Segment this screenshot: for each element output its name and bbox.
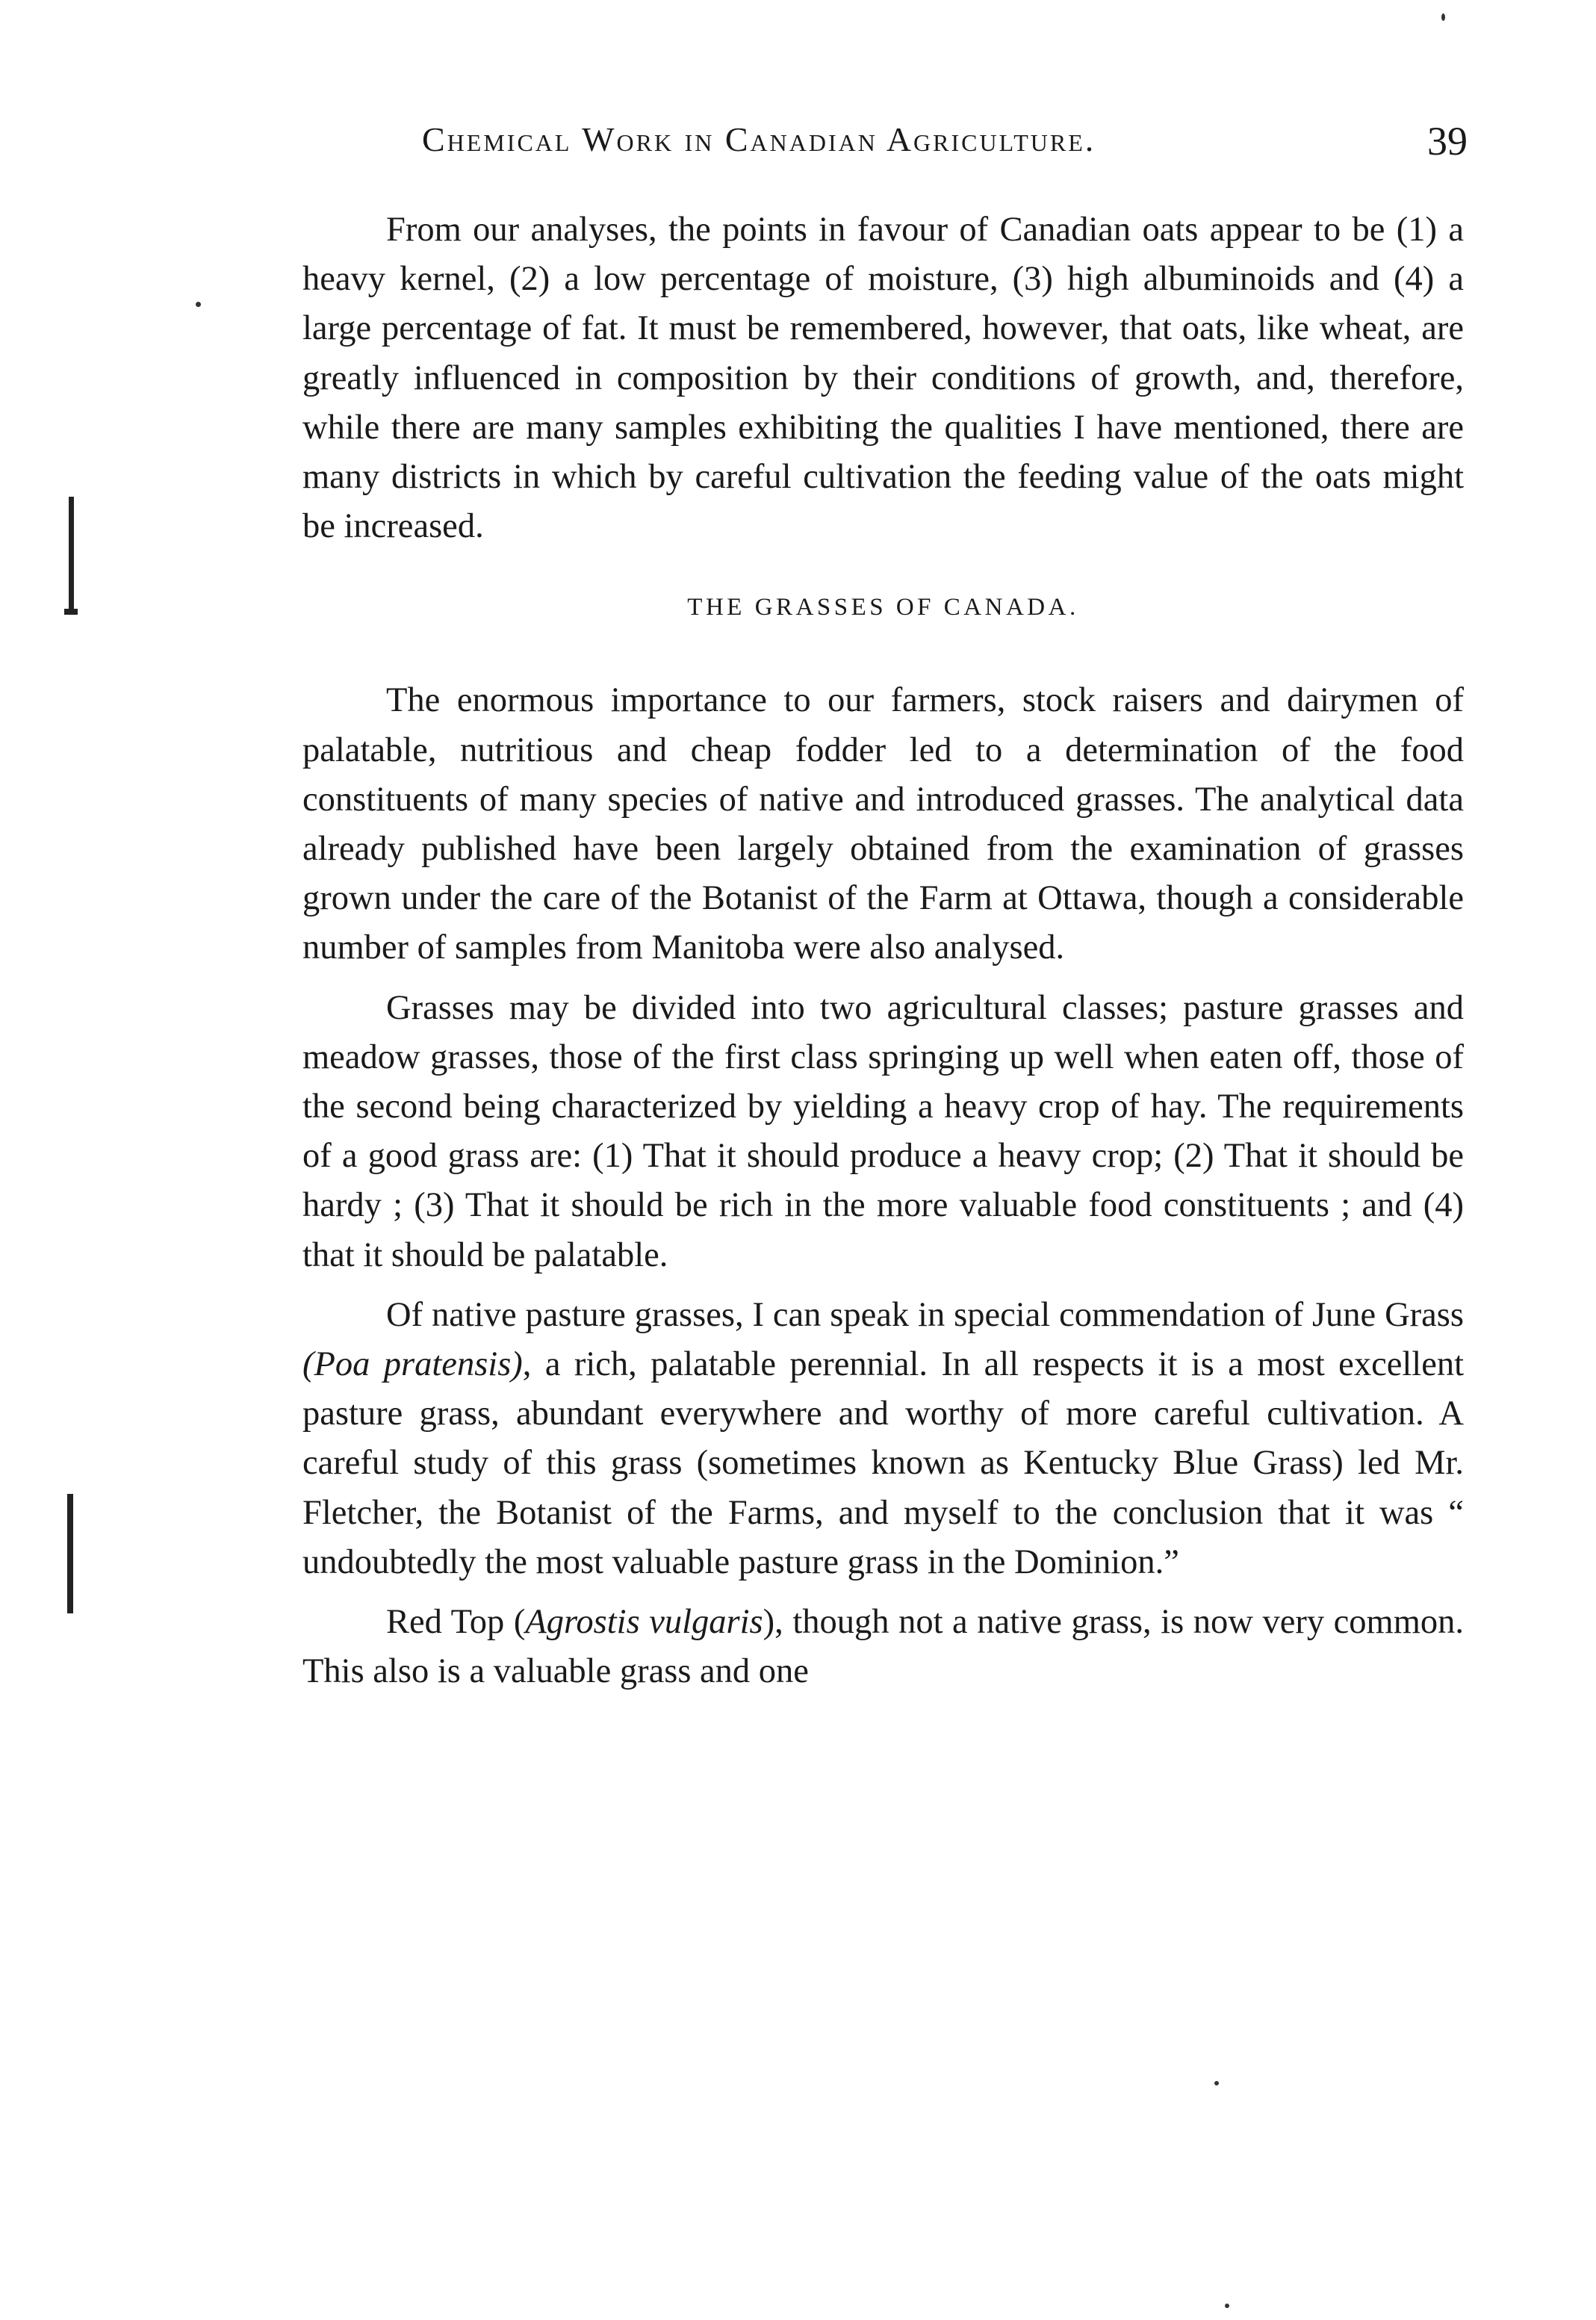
red-top-latin-name: Agrostis vulgaris bbox=[525, 1603, 763, 1642]
paragraph-grass-classes: Grasses may be divided into two agricultural classes; pasture grasses and meadow grasses, those of the first class springing up well when eaten off, those of the second being characterized by yielding a heavy crop of hay. The requirements of a good grass are: (1) That it should produce a heavy crop; (2) That it should be hardy ; (3) That it should be rich in the more valuable food constituents ; and (4) that it should be palatable. bbox=[302, 988, 1464, 1274]
paragraph-grasses-importance: The enormous importance to our farmers, stock raisers and dairymen of palatable, nutritious and cheap fodder led to a determination of the food constituents of many species of native and introduced grasses. The analytical data already published have been largely obtained from the examination of grasses grown under the care of the Botanist of the Farm at Ottawa, though a considerable number of samples from Manitoba were also analysed. bbox=[302, 681, 1464, 967]
scan-speck bbox=[196, 302, 201, 307]
paragraph-red-top bbox=[302, 1598, 1464, 1696]
scan-speck bbox=[1225, 2304, 1229, 2308]
june-grass-text-1: Of native pasture grasses, I can speak in special commendation of June Grass bbox=[386, 1295, 1464, 1334]
red-top-text-2: ), though not a native grass, is now very common. This also is a valuable grass and one bbox=[302, 1603, 1464, 1691]
scan-speck bbox=[1441, 13, 1445, 21]
scan-speck bbox=[1214, 2081, 1219, 2085]
paragraph-june-grass bbox=[302, 1291, 1464, 1587]
margin-mark-upper bbox=[69, 497, 74, 609]
page-number: 39 bbox=[1427, 119, 1468, 164]
margin-mark-upper-tick bbox=[64, 609, 78, 615]
paragraph-oats-summary: From our analyses, the points in favour of Canadian oats appear to be (1) a heavy kernel, (2) a low percentage of moisture, (3) high albuminoids and (4) a large percentage of fat. It must be remembered, however, that oats, like wheat, are greatly influenced in composition by their conditions of growth, and, therefore, while there are many samples exhibiting the qualities I have mentioned, there are many districts in which by careful cultivation the feeding value of the oats might be increased. bbox=[302, 211, 1464, 546]
margin-mark-lower bbox=[67, 1494, 73, 1613]
red-top-text-1: Red Top ( bbox=[386, 1603, 526, 1642]
june-grass-latin-name: (Poa pratensis) bbox=[302, 1345, 523, 1384]
june-grass-text-2: , a rich, palatable perennial. In all respects it is a most excellent pasture grass, abundant everywhere and worthy of more careful cultivation. A careful study of this grass (sometimes known as Kentucky Blue Grass) led Mr. Fletcher, the Botanist of the Farms, and myself to the conclusion that it was “ undoubtedly the most valuable pasture grass in the Dominion.” bbox=[302, 1345, 1464, 1581]
running-title: Chemical Work in Canadian Agriculture. bbox=[422, 120, 1096, 158]
section-heading: THE GRASSES OF CANADA. bbox=[687, 594, 1079, 621]
body-text bbox=[302, 205, 1464, 1696]
running-header bbox=[302, 120, 1468, 172]
